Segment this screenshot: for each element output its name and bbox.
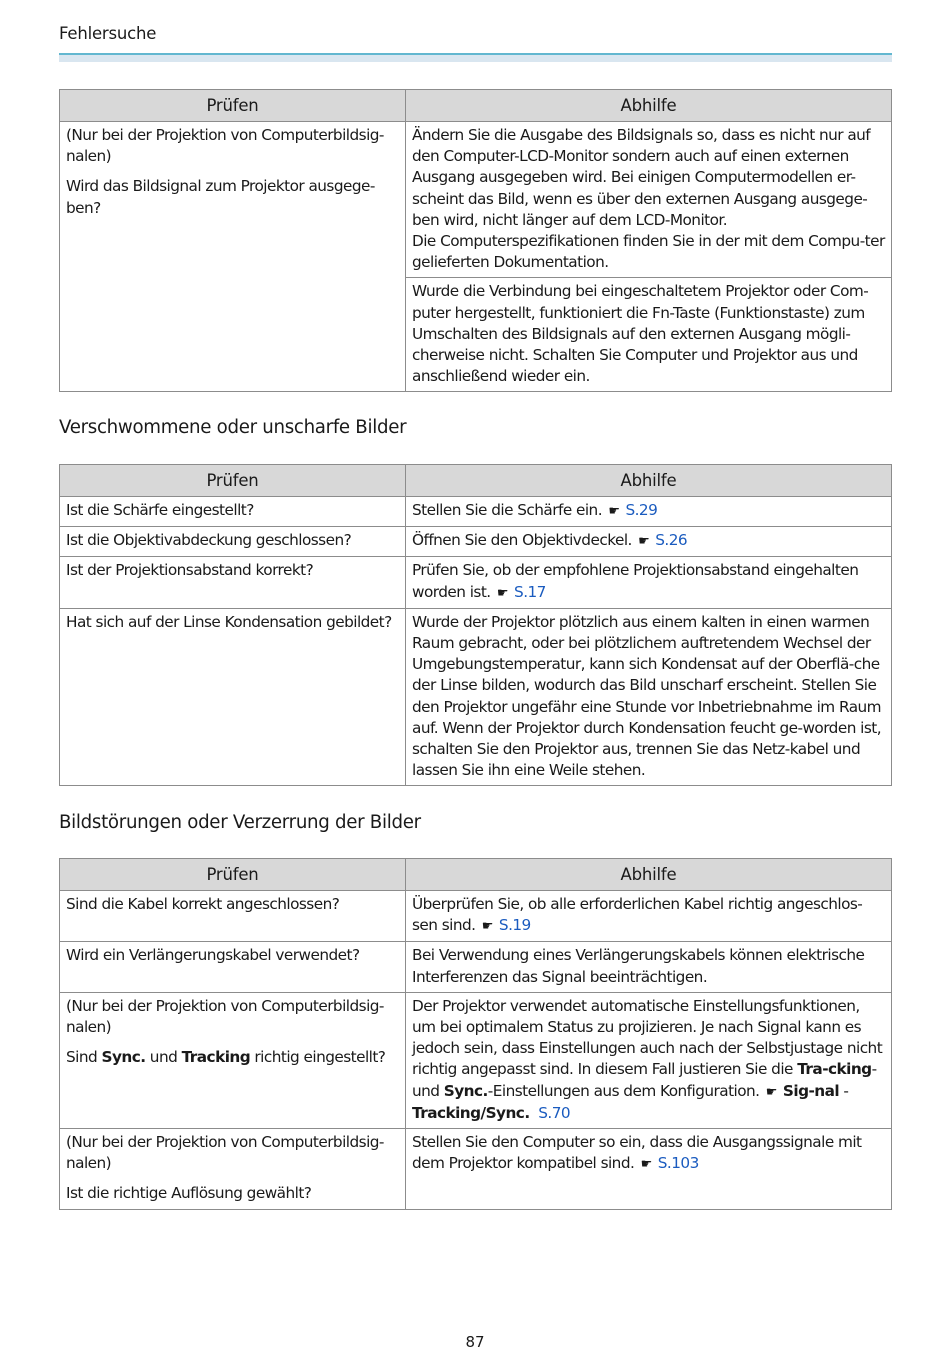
check-text-part: Sind <box>66 1048 102 1067</box>
check-text: Ist der Projektionsabstand korrekt? <box>60 557 406 608</box>
table-cell-fix <box>406 557 892 608</box>
check-text: Wird ein Verlängerungskabel verwendet? <box>60 942 406 992</box>
section-title: Bildstörungen oder Verzerrung der Bilder <box>59 812 421 833</box>
table-cell-fix <box>406 122 892 278</box>
check-condition: (Nur bei der Projektion von Computerbildsig-nalen) <box>66 1133 384 1173</box>
fix-text: Wurde die Verbindung bei eingeschaltetem Projektor oder Com-puter hergestellt, funktioniert die Fn-Taste (Funktionstaste) zum Umschalten des Bildsignals auf den externen Ausgang mögli-cherweise nicht. Schalten Sie Computer und Projektor aus und anschließend wieder ein. <box>412 282 869 386</box>
fix-text: Stellen Sie den Computer so ein, dass die Ausgangssignale mit dem Projektor kompatibel sind. <box>412 1133 862 1173</box>
page-reference-link[interactable]: S.29 <box>625 501 658 519</box>
table-cell-check <box>60 1129 406 1210</box>
table-row <box>60 891 892 942</box>
header-rule <box>59 53 892 62</box>
fix-text: Bei Verwendung eines Verlängerungskabels können elektrische Interferenzen das Signal beeinträchtigen. <box>406 942 892 992</box>
pointing-hand-icon: ☛ <box>640 1157 652 1173</box>
table-cell-fix <box>406 992 892 1128</box>
pointing-hand-icon: ☛ <box>638 534 650 550</box>
fix-text: Der Projektor verwendet automatische Einstellungsfunktionen, um bei optimalem Status zu projizieren. Je nach Signal kann es jedoch sein, dass Einstellungen auch nach der Selbstjustage nicht richtig angepasst sind. In diesem Fall justieren Sie die <box>412 996 883 1079</box>
check-text: Ist die Objektivabdeckung geschlossen? <box>60 527 406 557</box>
tracking-term: Tra-cking <box>797 1060 872 1079</box>
table-cell-check <box>60 122 406 392</box>
table-cell-fix <box>406 1129 892 1210</box>
check-condition: (Nur bei der Projektion von Computerbildsig-nalen) <box>66 996 384 1037</box>
column-header-pruefen: Prüfen <box>60 859 406 891</box>
fix-text: - und <box>412 1060 877 1100</box>
sync-term: Sync. <box>101 1048 146 1067</box>
fix-text: Wurde der Projektor plötzlich aus einem kalten in einen warmen Raum gebracht, oder bei plötzlichem auftretendem Wechsel der Umgebungstemperatur, kann sich Kondensat auf der Oberflä-che der Linse bilden, wodurch das Bild unscharf erscheint. Stellen Sie den Projektor ungefähr eine Stunde vor Inbetriebnahme im Raum auf. Wenn der Projektor durch Kondensation feucht ge-worden ist, schalten Sie den Projektor aus, trennen Sie das Netz-kabel und lassen Sie ihn eine Weile stehen. <box>406 608 892 786</box>
table-cell-fix <box>406 527 892 557</box>
table-row <box>60 992 892 1128</box>
pointing-hand-icon: ☛ <box>608 504 620 519</box>
check-text: Hat sich auf der Linse Kondensation gebildet? <box>60 608 406 786</box>
table-cell-check <box>60 992 406 1128</box>
column-header-pruefen: Prüfen <box>60 465 406 497</box>
check-question <box>66 1047 399 1068</box>
sync-term: Sync. <box>443 1081 488 1100</box>
check-condition: (Nur bei der Projektion von Computerbildsig-nalen) <box>66 126 384 166</box>
pointing-hand-icon: ☛ <box>496 585 509 601</box>
check-question: Ist die richtige Auflösung gewählt? <box>66 1184 312 1203</box>
fix-text: Die Computerspezifikationen finden Sie in der mit dem Compu-ter gelieferten Dokumentation. <box>412 232 885 272</box>
column-header-abhilfe: Abhilfe <box>406 859 892 891</box>
fix-text: Stellen Sie die Schärfe ein. <box>412 501 603 519</box>
column-header-abhilfe: Abhilfe <box>406 465 892 497</box>
troubleshooting-table-2 <box>59 464 892 786</box>
check-question: Wird das Bildsignal zum Projektor ausgege-ben? <box>66 177 375 217</box>
table-row <box>60 497 892 527</box>
table-row <box>60 942 892 992</box>
table-row <box>60 1129 892 1210</box>
table-row <box>60 608 892 786</box>
fix-text: Öffnen Sie den Objektivdeckel. <box>412 531 632 550</box>
fix-text: Prüfen Sie, ob der empfohlene Projektionsabstand eingehalten worden ist. <box>412 561 859 601</box>
check-text: Ist die Schärfe eingestellt? <box>60 497 406 527</box>
pointing-hand-icon: ☛ <box>481 919 493 935</box>
column-header-abhilfe: Abhilfe <box>406 90 892 122</box>
fix-text: Ändern Sie die Ausgabe des Bildsignals so, dass es nicht nur auf den Computer-LCD-Monitor sondern auch auf einen externen Ausgang ausgegeben wird. Bei einigen Computermodellen er-scheint das Bild, wenn es über den externen Ausgang ausgege-ben wird, nicht länger auf dem LCD-Monitor. <box>412 126 871 229</box>
fix-text: Überprüfen Sie, ob alle erforderlichen Kabel richtig angeschlos-sen sind. <box>412 895 863 935</box>
section-title: Verschwommene oder unscharfe Bilder <box>59 417 407 438</box>
page-reference-link[interactable]: S.17 <box>514 582 546 601</box>
page-reference-link[interactable]: S.70 <box>538 1103 571 1122</box>
table-cell-fix <box>406 891 892 942</box>
page-reference-link[interactable]: S.103 <box>657 1154 699 1173</box>
table-row <box>60 527 892 557</box>
troubleshooting-table-1 <box>59 89 892 392</box>
page-header-title: Fehlersuche <box>59 24 157 43</box>
tracking-term: Tracking <box>181 1048 251 1067</box>
menu-path-tracking-sync: Tracking/Sync. <box>412 1103 530 1122</box>
page-reference-link[interactable]: S.26 <box>655 531 688 550</box>
column-header-pruefen: Prüfen <box>60 90 406 122</box>
fix-text: -Einstellungen aus dem Konfiguration. <box>487 1081 760 1100</box>
table-cell-fix <box>406 497 892 527</box>
table-row <box>60 557 892 608</box>
menu-path-signal: Sig-nal <box>782 1081 840 1100</box>
check-text: Sind die Kabel korrekt angeschlossen? <box>60 891 406 942</box>
menu-path-separator: - <box>839 1081 849 1100</box>
page-reference-link[interactable]: S.19 <box>498 916 531 935</box>
pointing-hand-icon: ☛ <box>765 1084 777 1100</box>
table-cell-fix <box>406 278 892 392</box>
troubleshooting-table-3 <box>59 858 892 1210</box>
page-number: 87 <box>465 1333 485 1351</box>
check-text-part: und <box>145 1048 182 1067</box>
check-text-part: richtig eingestellt? <box>250 1048 386 1067</box>
